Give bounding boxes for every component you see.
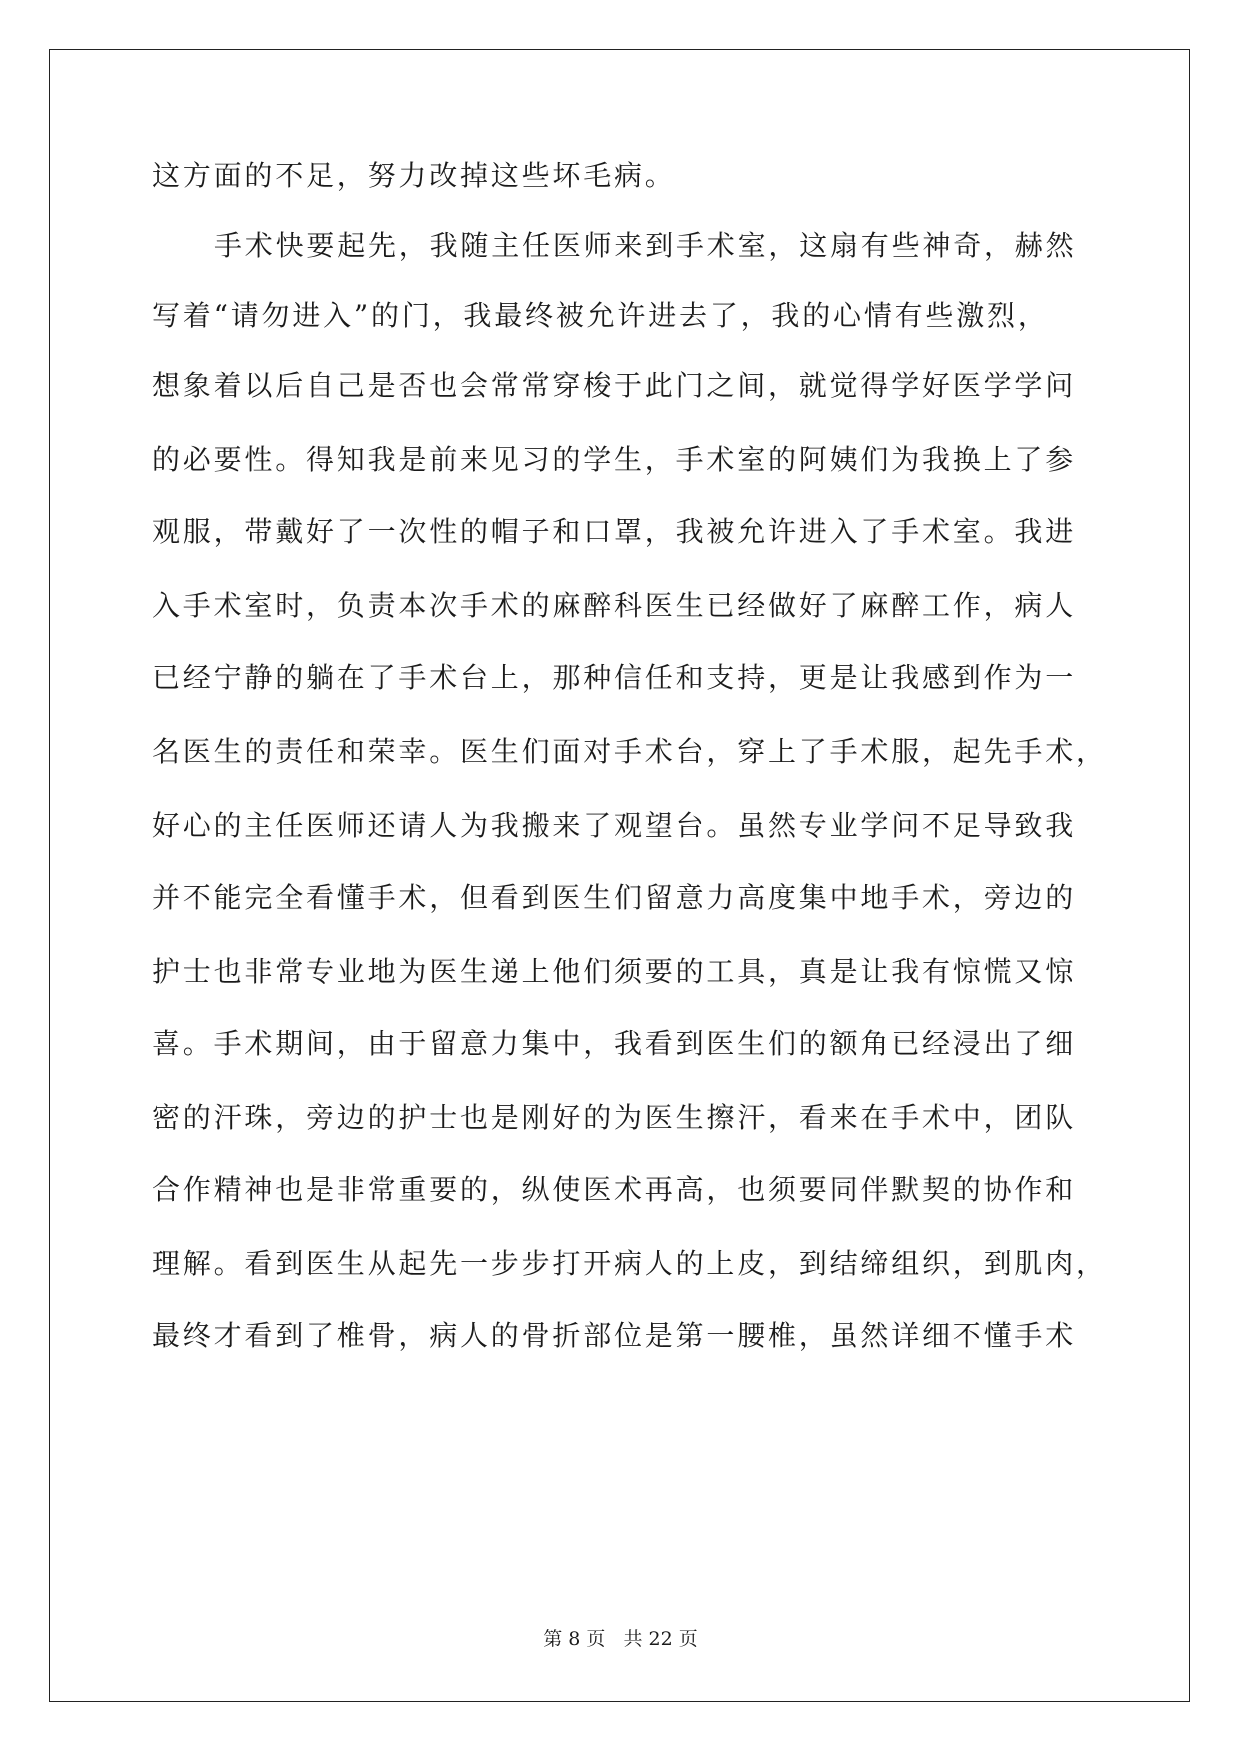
- text-line: 观服，带戴好了一次性的帽子和口罩，我被允许进入了手术室。我进: [152, 515, 1077, 548]
- text-line: 的必要性。得知我是前来见习的学生，手术室的阿姨们为我换上了参: [152, 443, 1077, 476]
- text-line: 最终才看到了椎骨，病人的骨折部位是第一腰椎，虽然详细不懂手术: [152, 1319, 1077, 1352]
- text-line: 护士也非常专业地为医生递上他们须要的工具，真是让我有惊慌又惊: [152, 955, 1077, 988]
- text-line: 理解。看到医生从起先一步步打开病人的上皮，到结缔组织，到肌肉，: [152, 1247, 1107, 1280]
- text-line: 已经宁静的躺在了手术台上，那种信任和支持，更是让我感到作为一: [152, 661, 1077, 694]
- text-line: 合作精神也是非常重要的，纵使医术再高，也须要同伴默契的协作和: [152, 1173, 1077, 1206]
- text-line: 这方面的不足，努力改掉这些坏毛病。: [152, 159, 676, 192]
- page-number-footer: 第 8 页 共 22 页: [543, 1628, 698, 1650]
- text-line: 好心的主任医师还请人为我搬来了观望台。虽然专业学问不足导致我: [152, 809, 1077, 842]
- text-line: 想象着以后自己是否也会常常穿梭于此门之间，就觉得学好医学学问: [152, 369, 1077, 402]
- text-line: 并不能完全看懂手术，但看到医生们留意力高度集中地手术，旁边的: [152, 881, 1077, 914]
- text-line: 手术快要起先，我随主任医师来到手术室，这扇有些神奇，赫然: [214, 229, 1077, 262]
- text-line: 写着“请勿进入”的门，我最终被允许进去了，我的心情有些激烈，: [152, 299, 1049, 332]
- page-border: [49, 49, 1190, 1702]
- text-line: 密的汗珠，旁边的护士也是刚好的为医生擦汗，看来在手术中，团队: [152, 1101, 1077, 1134]
- text-line: 入手术室时，负责本次手术的麻醉科医生已经做好了麻醉工作，病人: [152, 589, 1077, 622]
- text-line: 喜。手术期间，由于留意力集中，我看到医生们的额角已经浸出了细: [152, 1027, 1077, 1060]
- text-line: 名医生的责任和荣幸。医生们面对手术台，穿上了手术服，起先手术，: [152, 735, 1107, 768]
